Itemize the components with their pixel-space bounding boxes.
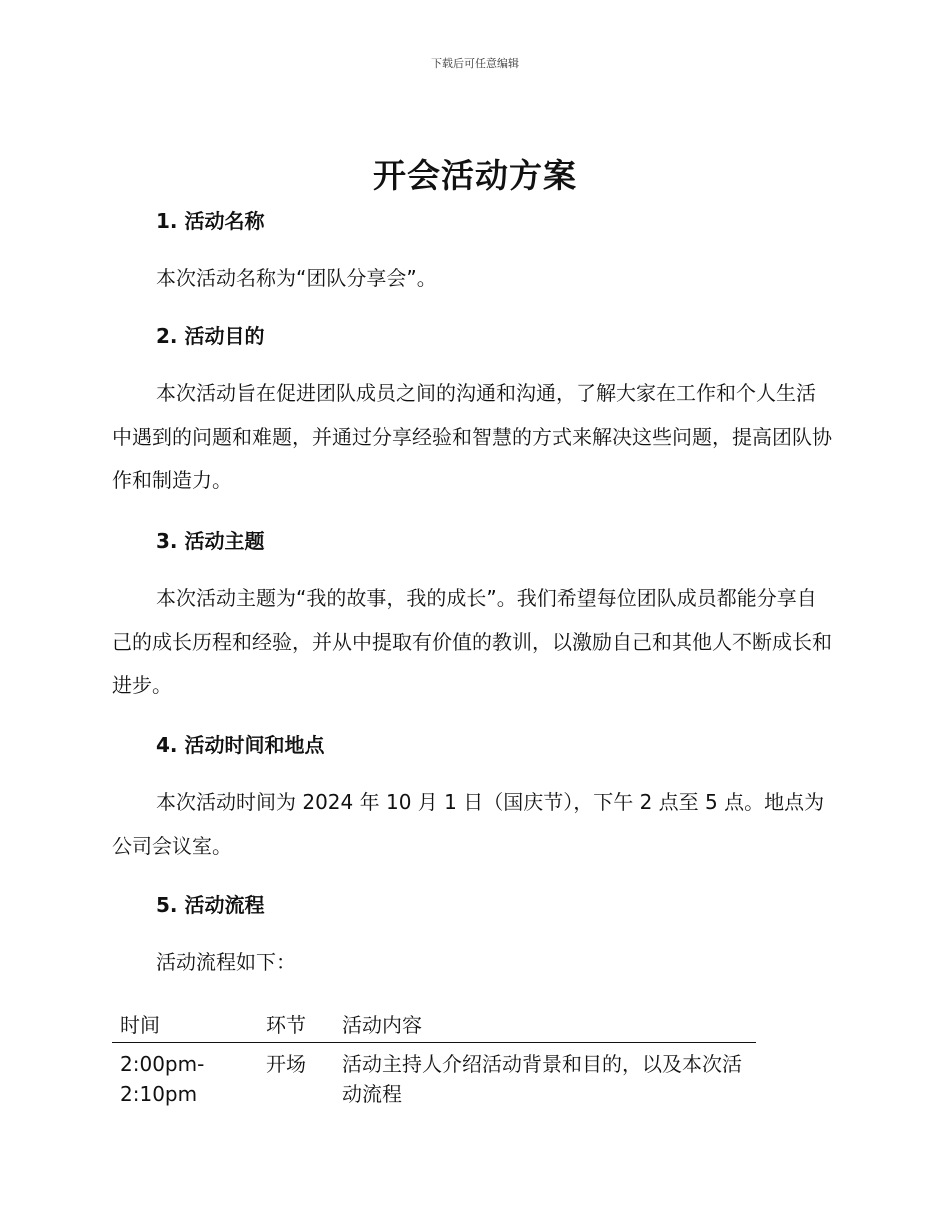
column-header-time: 时间	[112, 1002, 258, 1043]
section-heading-time-place: 4. 活动时间和地点	[156, 733, 325, 757]
section-heading-flow: 5. 活动流程	[156, 893, 265, 917]
table-row	[112, 1043, 756, 1110]
section-paragraph-name: 本次活动名称为“团队分享会”。	[156, 266, 437, 290]
cell-content: 活动主持人介绍活动背景和目的，以及本次活动流程	[342, 1052, 742, 1106]
schedule-table	[112, 1002, 756, 1109]
section-heading-purpose: 2. 活动目的	[156, 324, 265, 348]
column-header-segment: 环节	[258, 1002, 334, 1043]
cell-segment: 开场	[266, 1052, 306, 1076]
schedule-header-row	[112, 1002, 756, 1043]
section-paragraph-theme: 本次活动主题为“我的故事，我的成长”。我们希望每位团队成员都能分享自己的成长历程和经验，并从中提取有价值的教训，以激励自己和其他人不断成长和进步。	[112, 586, 832, 697]
section-paragraph-purpose: 本次活动旨在促进团队成员之间的沟通和沟通，了解大家在工作和个人生活中遇到的问题和难题，并通过分享经验和智慧的方式来解决这些问题，提高团队协作和制造力。	[112, 381, 832, 492]
column-header-content: 活动内容	[334, 1002, 756, 1043]
section-paragraph-flow: 活动流程如下：	[156, 950, 296, 974]
section-paragraph-time-place: 本次活动时间为 2024 年 10 月 1 日（国庆节），下午 2 点至 5 点。地点为公司会议室。	[112, 790, 825, 858]
section-heading-name: 1. 活动名称	[156, 209, 265, 233]
document-title: 开会活动方案	[373, 156, 577, 195]
section-heading-theme: 3. 活动主题	[156, 529, 265, 553]
header-note: 下载后可任意编辑	[431, 57, 519, 70]
cell-time: 2:00pm-2:10pm	[120, 1052, 205, 1106]
